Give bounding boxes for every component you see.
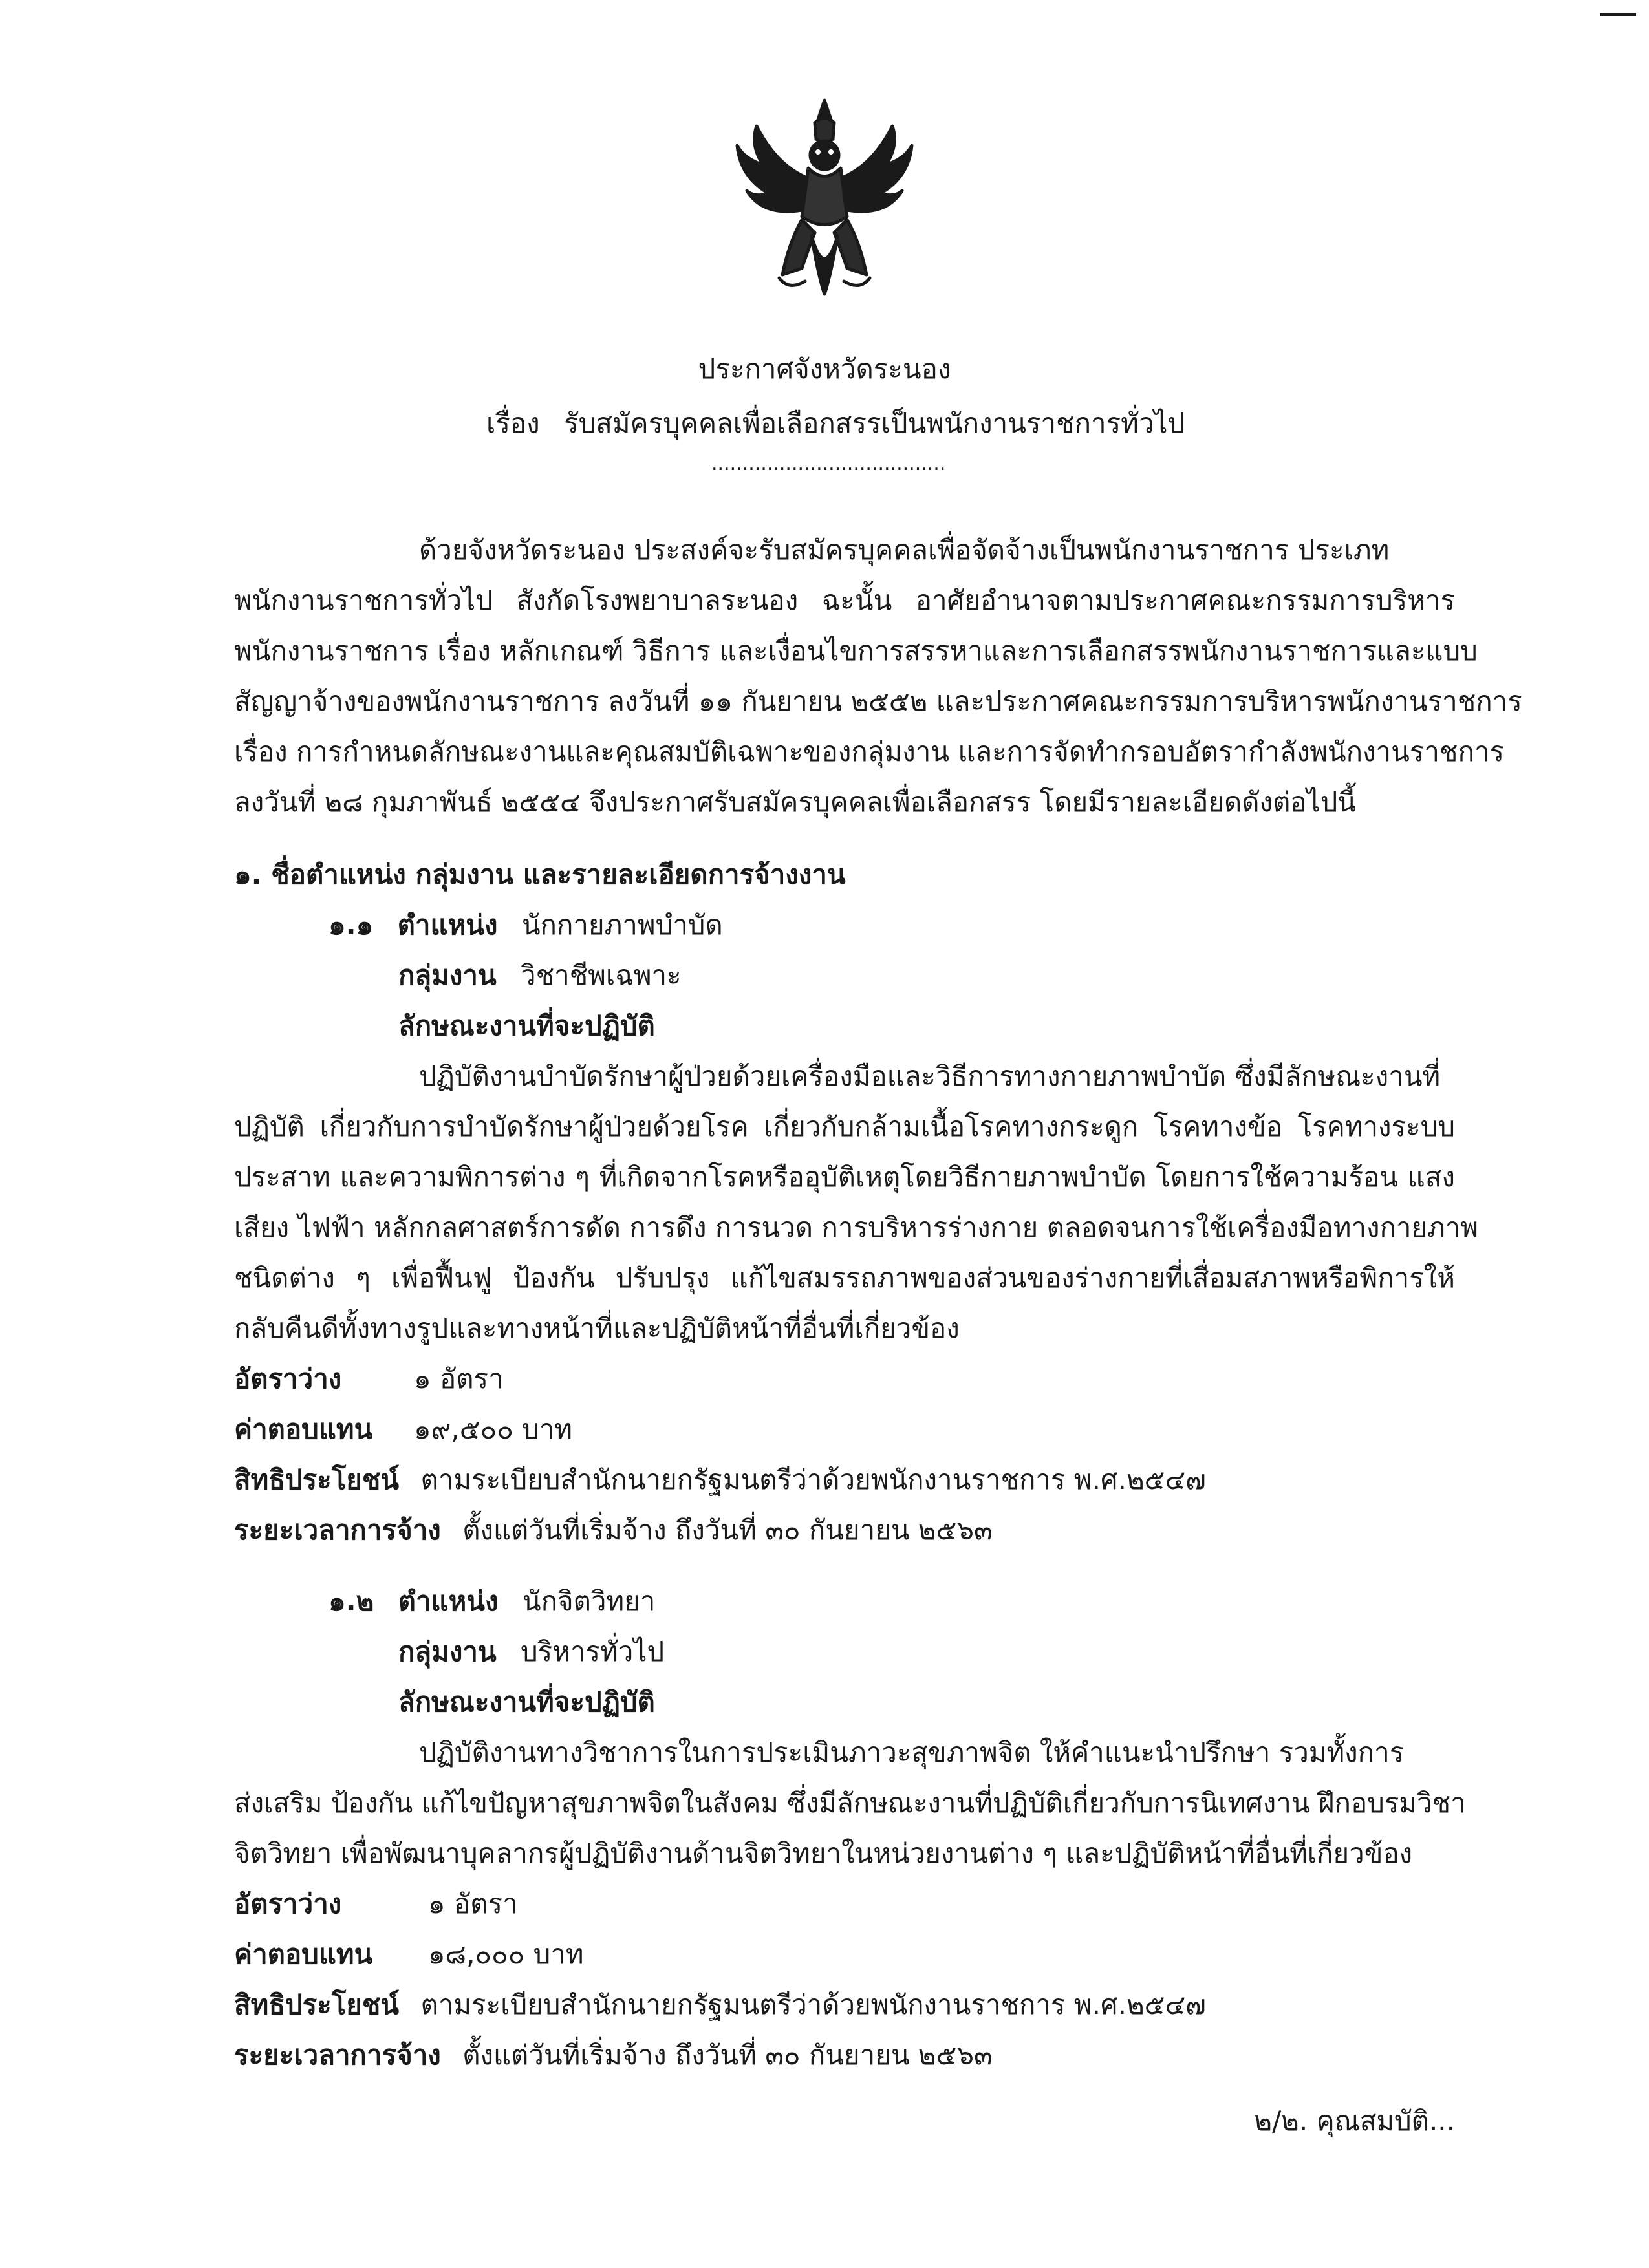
position-1-1-label: ตำแหน่ง (397, 909, 498, 941)
position-1-1-period (234, 1509, 993, 1552)
position-1-1-group-label: กลุ่มงาน (398, 959, 497, 991)
intro-line-2: พนักงานราชการทั่วไป สังกัดโรงพยาบาลระนอง ฉะนั้น อาศัยอำนาจตามประกาศคณะกรรมการบริหาร (234, 584, 1455, 616)
garuda-emblem-icon (724, 87, 925, 307)
position-1-2-benefits (234, 1984, 1206, 2026)
position-1-1-period-value: ตั้งแต่วันที่เริ่มจ้าง ถึงวันที่ ๓๐ กันยายน ๒๕๖๓ (462, 1514, 993, 1546)
position-1-2-header (329, 1580, 655, 1623)
position-1-1-pay-value: ๑๙,๕๐๐ บาท (414, 1413, 573, 1445)
intro-line-5: เรื่อง การกำหนดลักษณะงานและคุณสมบัติเฉพาะของกลุ่มงาน และการจัดทำกรอบอัตรากำลังพนักงานราชการ (234, 736, 1505, 767)
position-1-1-vacancy-value: ๑ อัตรา (414, 1363, 504, 1395)
position-1-2-pay-value: ๑๘,๐๐๐ บาท (428, 1938, 584, 1970)
position-1-1-duty-line-3: ประสาท และความพิการต่าง ๆ ที่เกิดจากโรคหรืออุบัติเหตุโดยวิธีกายภาพบำบัด โดยการใช้ความร้อน แสง (234, 1161, 1455, 1193)
position-1-1-benefits (234, 1459, 1206, 1501)
position-1-1-number: ๑.๑ (329, 909, 374, 941)
position-1-2-duty-line-3: จิตวิทยา เพื่อพัฒนาบุคลากรผู้ปฏิบัติงานด้านจิตวิทยาในหน่วยงานต่าง ๆ และปฏิบัติหน้าที่อื่นที่เกี่ยวข้อง (234, 1837, 1413, 1869)
position-1-2-group (398, 1631, 664, 1673)
intro-line-3: พนักงานราชการ เรื่อง หลักเกณฑ์ วิธีการ และเงื่อนไขการสรรหาและการเลือกสรรพนักงานราชการและแบบ (234, 635, 1478, 667)
position-1-2-number: ๑.๒ (329, 1585, 374, 1617)
position-1-2-benefits-label: สิทธิประโยชน์ (234, 1989, 400, 2020)
position-1-1-vacancy-label: อัตราว่าง (234, 1363, 342, 1395)
position-1-1-period-label: ระยะเวลาการจ้าง (234, 1514, 441, 1546)
position-1-2-duty-line-1: ปฏิบัติงานทางวิชาการในการประเมินภาวะสุขภาพจิต ให้คำแนะนำปรึกษา รวมทั้งการ (419, 1737, 1405, 1768)
title-divider: ...................................... (711, 453, 946, 475)
subject-line (486, 402, 1185, 445)
position-1-2-group-value: บริหารทั่วไป (521, 1636, 665, 1667)
position-1-1-pay-label: ค่าตอบแทน (234, 1413, 373, 1445)
document-title: ประกาศจังหวัดระนอง (698, 353, 951, 385)
page-continuation: ๒/๒. คุณสมบัติ... (1254, 2105, 1455, 2137)
position-1-2-duty-line-2: ส่งเสริม ป้องกัน แก้ไขปัญหาสุขภาพจิตในสังคม ซึ่งมีลักษณะงานที่ปฏิบัติเกี่ยวกับการนิเทศงาน ฝึกอบรมวิชา (234, 1787, 1466, 1819)
position-1-2-title: นักจิตวิทยา (522, 1585, 656, 1617)
position-1-1-title: นักกายภาพบำบัด (521, 909, 723, 941)
position-1-2-benefits-value: ตามระเบียบสำนักนายกรัฐมนตรีว่าด้วยพนักงานราชการ พ.ศ.๒๕๔๗ (420, 1989, 1206, 2020)
subject-text: รับสมัครบุคคลเพื่อเลือกสรรเป็นพนักงานราชการทั่วไป (564, 407, 1185, 439)
intro-line-1: ด้วยจังหวัดระนอง ประสงค์จะรับสมัครบุคคลเพื่อจัดจ้างเป็นพนักงานราชการ ประเภท (419, 534, 1390, 566)
section-1-heading: ๑. ชื่อตำแหน่ง กลุ่มงาน และรายละเอียดการจ้างงาน (234, 859, 846, 890)
position-1-1-benefits-label: สิทธิประโยชน์ (234, 1464, 400, 1495)
position-1-2-group-label: กลุ่มงาน (398, 1636, 497, 1667)
corner-mark (1600, 13, 1636, 16)
position-1-2-period-label: ระยะเวลาการจ้าง (234, 2039, 441, 2071)
position-1-1-group-value: วิชาชีพเฉพาะ (521, 959, 682, 991)
position-1-1-duties-label: ลักษณะงานที่จะปฏิบัติ (398, 1010, 655, 1042)
position-1-1-duty-line-6: กลับคืนดีทั้งทางรูปและทางหน้าที่และปฏิบัติหน้าที่อื่นที่เกี่ยวข้อง (234, 1312, 960, 1344)
position-1-1-header (329, 904, 723, 947)
position-1-2-period-value: ตั้งแต่วันที่เริ่มจ้าง ถึงวันที่ ๓๐ กันยายน ๒๕๖๓ (462, 2039, 993, 2071)
position-1-1-duty-line-4: เสียง ไฟฟ้า หลักกลศาสตร์การดัด การดึง การนวด การบริหารร่างกาย ตลอดจนการใช้เครื่องมือทางกายภาพ (234, 1212, 1479, 1243)
position-1-2-duties-label: ลักษณะงานที่จะปฏิบัติ (398, 1686, 655, 1718)
position-1-1-group (398, 954, 682, 997)
intro-line-6: ลงวันที่ ๒๘ กุมภาพันธ์ ๒๕๕๔ จึงประกาศรับสมัครบุคคลเพื่อเลือกสรร โดยมีรายละเอียดดังต่อไปนี้ (234, 786, 1357, 818)
position-1-1-duty-line-1: ปฏิบัติงานบำบัดรักษาผู้ป่วยด้วยเครื่องมือและวิธีการทางกายภาพบำบัด ซึ่งมีลักษณะงานที่ (419, 1060, 1441, 1092)
position-1-2-label: ตำแหน่ง (398, 1585, 499, 1617)
position-1-2-period (234, 2034, 993, 2077)
position-1-1-duty-line-5: ชนิดต่าง ๆ เพื่อฟื้นฟู ป้องกัน ปรับปรุง แก้ไขสมรรถภาพของส่วนของร่างกายที่เสื่อมสภาพหรือพิการให้ (234, 1262, 1455, 1294)
subject-label: เรื่อง (486, 407, 540, 439)
position-1-1-duty-line-2: ปฏิบัติ เกี่ยวกับการบำบัดรักษาผู้ป่วยด้วยโรค เกี่ยวกับกล้ามเนื้อโรคทางกระดูก โรคทางข้อ โรคทางระบบ (234, 1111, 1455, 1142)
position-1-2-vacancy-value: ๑ อัตรา (428, 1888, 518, 1920)
position-1-2-vacancy-label: อัตราว่าง (234, 1888, 342, 1920)
position-1-1-benefits-value: ตามระเบียบสำนักนายกรัฐมนตรีว่าด้วยพนักงานราชการ พ.ศ.๒๕๔๗ (420, 1464, 1206, 1495)
position-1-2-pay-label: ค่าตอบแทน (234, 1938, 373, 1970)
intro-line-4: สัญญาจ้างของพนักงานราชการ ลงวันที่ ๑๑ กันยายน ๒๕๕๒ และประกาศคณะกรรมการบริหารพนักงานราชการ (234, 685, 1522, 717)
